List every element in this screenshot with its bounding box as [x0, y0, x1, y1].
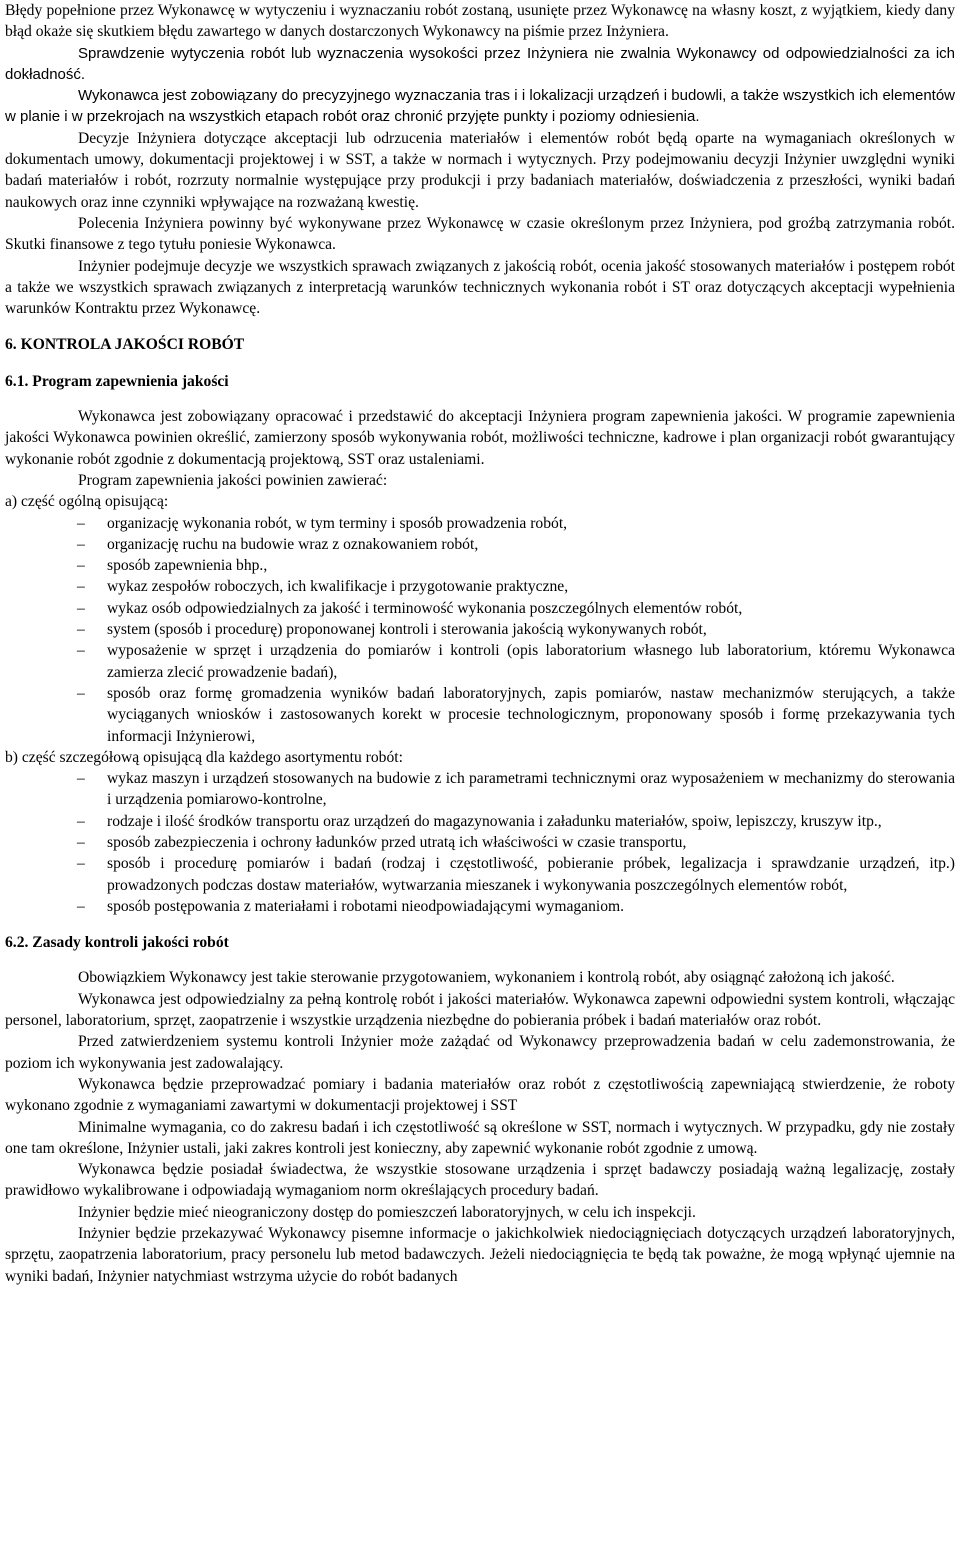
section-6-1-heading: 6.1. Program zapewnienia jakości: [5, 372, 229, 390]
paragraph-measurements: Wykonawca będzie przeprowadzać pomiary i badania materiałów oraz robót z częstotliwością zapewniającą stwierdzenie, że roboty wykonano zgodnie z wymaganiami zawartymi w dokumentacji projektowej i SST: [5, 1075, 955, 1115]
list-general-part: [5, 513, 955, 747]
list-item: – sposób i procedurę pomiarów i badań (rodzaj i częstotliwość, pobieranie próbek, legalizacja i sprawdzanie urządzeń, itp.) prowadzonych podczas dostaw materiałów, wytwarzania mieszanek i wykonywania poszczególnych elementów robót,: [77, 855, 955, 894]
dash-bullet: –: [77, 642, 85, 660]
list-item: – sposób zapewnienia bhp.,: [5, 555, 955, 576]
list-item: – sposób oraz formę gromadzenia wyników badań laboratoryjnych, zapis pomiarów, nastaw mechanizmów sterujących, a także wyciąganych wniosków i zastosowanych korekt w procesie technologicznym, proponowany sposób i formę przekazywania tych informacji Inżynierowi,: [77, 684, 955, 745]
list-item: – organizację ruchu na budowie wraz z oznakowaniem robót,: [5, 534, 955, 555]
dash-bullet: –: [77, 557, 85, 575]
list-item: – rodzaje i ilość środków transportu oraz urządzeń do magazynowania i załadunku materiałów, spoiw, lepiszczy, kruszyw itp.,: [5, 811, 955, 832]
paragraph-verification: Sprawdzenie wytyczenia robót lub wyznaczenia wysokości przez Inżyniera nie zwalnia Wykonawcy od odpowiedzialności za ich dokładność.: [5, 44, 955, 83]
list-item: – sposób postępowania z materiałami i robotami nieodpowiadającymi wymaganiom.: [5, 896, 955, 917]
paragraph-engineer-decisions: Decyzje Inżyniera dotyczące akceptacji lub odrzucenia materiałów i elementów robót będą oparte na wymaganiach określonych w dokumentach umowy, dokumentacji projektowej i w SST, a także w normach i wytycznych. Przy podejmowaniu decyzji Inżynier uwzględni wyniki badań materiałów i robót, rozrzuty normalnie występujące przy produkcji i przy badaniach materiałów, doświadczenia z przeszłości, wyniki badań naukowych oraz inne czynniki wpływające na rozważaną kwestię.: [5, 129, 955, 211]
list-item: – wykaz maszyn i urządzeń stosowanych na budowie z ich parametrami technicznymi oraz wyposażeniem w mechanizmy do sterowania i urządzenia pomiarowo-kontrolne,: [77, 770, 955, 809]
list-item: – sposób zabezpieczenia i ochrony ładunków przed utratą ich właściwości w czasie transportu,: [5, 832, 955, 853]
paragraph-minimum-requirements: Minimalne wymagania, co do zakresu badań i ich częstotliwość są określone w SST, normach i wytycznych. W przypadku, gdy nie zostały one tam określone, Inżynier ustali, jaki zakres kontroli jest konieczny, aby zapewnić wykonanie robót zgodnie z umową.: [5, 1118, 955, 1157]
paragraph-quality-program: Wykonawca jest zobowiązany opracować i przedstawić do akceptacji Inżyniera program zapewnienia jakości. W programie zapewnienia jakości Wykonawca powinien określić, zamierzony sposób wykonywania robót, możliwości techniczne, kadrowe i plan organizacji robót gwarantujący wykonanie robót zgodnie z dokumentacją projektową, SST oraz ustaleniami.: [5, 408, 955, 468]
dash-bullet: –: [77, 578, 85, 596]
dash-bullet: –: [77, 812, 85, 830]
section-6-heading: 6. KONTROLA JAKOŚCI ROBÓT: [5, 336, 245, 354]
list-item: – system (sposób i procedurę) proponowanej kontroli i sterowania jakością wykonywanych robót,: [5, 619, 955, 640]
paragraph-contractor-obligation: Wykonawca jest zobowiązany do precyzyjnego wyznaczania tras i i lokalizacji urządzeń i budowli, a także wszystkich ich elementów w planie i w przekrojach na wszystkich etapach robót oraz chronić przyjęte punkty i poziomy odniesienia.: [5, 87, 955, 126]
paragraph-demonstration: Przed zatwierdzeniem systemu kontroli Inżynier może zażądać od Wykonawcy przeprowadzenia badań w celu zademonstrowania, że poziom ich wykonywania jest zadowalający.: [5, 1033, 955, 1072]
dash-bullet: –: [77, 833, 85, 851]
list-detailed-part: [5, 768, 955, 917]
list-item: – wykaz zespołów roboczych, ich kwalifikacje i przygotowanie praktyczne,: [5, 576, 955, 597]
paragraph-control-duty: Obowiązkiem Wykonawcy jest takie sterowanie przygotowaniem, wykonaniem i kontrolą robót, aby osiągnąć założoną ich jakość.: [78, 969, 895, 987]
dash-bullet: –: [77, 770, 85, 788]
list-item: – wykaz osób odpowiedzialnych za jakość i terminowość wykonania poszczególnych elementów robót,: [5, 598, 955, 619]
list-item: – organizację wykonania robót, w tym terminy i sposób prowadzenia robót,: [5, 513, 955, 534]
dash-bullet: –: [77, 514, 85, 532]
list-b-label: b) część szczegółową opisującą dla każdego asortymentu robót:: [5, 748, 403, 766]
paragraph-lab-access: Inżynier będzie mieć nieograniczony dostęp do pomieszczeń laboratoryjnych, w celu ich inspekcji.: [78, 1203, 696, 1221]
section-6-2-heading: 6.2. Zasady kontroli jakości robót: [5, 934, 229, 952]
paragraph-engineer-orders: Polecenia Inżyniera powinny być wykonywane przez Wykonawcę w czasie określonym przez Inżyniera, pod groźbą zatrzymania robót. Skutki finansowe z tego tytułu poniesie Wykonawca.: [5, 214, 955, 254]
dash-bullet: –: [77, 621, 85, 639]
dash-bullet: –: [77, 684, 85, 702]
list-item: – wyposażenie w sprzęt i urządzenia do pomiarów i kontroli (opis laboratorium własnego lub laboratorium, któremu Wykonawca zamierza zlecić prowadzenie badań),: [77, 642, 955, 681]
dash-bullet: –: [77, 535, 85, 553]
paragraph-program-contents: Program zapewnienia jakości powinien zawierać:: [78, 471, 388, 489]
dash-bullet: –: [77, 599, 85, 617]
paragraph-certificates: Wykonawca będzie posiadał świadectwa, że wszystkie stosowane urządzenia i sprzęt badawczy posiadają ważną legalizację, zostały prawidłowo wykalibrowane i odpowiadają wymaganiom norm określających procedury badań.: [5, 1161, 955, 1200]
list-a-label: a) część ogólną opisującą:: [5, 493, 169, 511]
paragraph-errors: Błędy popełnione przez Wykonawcę w wytyczeniu i wyznaczaniu robót zostaną, usunięte przez Wykonawcę na własny koszt, z wyjątkiem, kiedy dany błąd okaże się skutkiem błędu zawartego w danych dostarczonych Wykonawcy na piśmie przez Inżyniera.: [5, 2, 955, 41]
paragraph-engineer-quality: Inżynier podejmuje decyzje we wszystkich sprawach związanych z jakością robót, ocenia jakość stosowanych materiałów i postępem robót a także we wszystkich sprawach związanych z interpretacją warunków technicznych wykonania robót i ST oraz dotyczących akceptacji wypełnienia warunków Kontraktu przez Wykonawcę.: [5, 257, 955, 318]
dash-bullet: –: [77, 855, 85, 873]
dash-bullet: –: [77, 897, 85, 915]
paragraph-control-system: Wykonawca jest odpowiedzialny za pełną kontrolę robót i jakości materiałów. Wykonawca zapewni odpowiedni system kontroli, włączając personel, laboratorium, sprzęt, zaopatrzenie i wszystkie urządzenia niezbędne do pobierania próbek i badań materiałów oraz robót.: [5, 990, 955, 1030]
paragraph-deficiencies: Inżynier będzie przekazywać Wykonawcy pisemne informacje o jakichkolwiek niedociągnięciach dotyczących urządzeń laboratoryjnych, sprzętu, zaopatrzenia laboratorium, pracy personelu lub metod badawczych. Jeżeli niedociągnięcia te będą tak poważne, że mogą wpłynąć ujemnie na wyniki badań, Inżynier natychmiast wstrzyma użycie do robót badanych: [5, 1225, 955, 1285]
